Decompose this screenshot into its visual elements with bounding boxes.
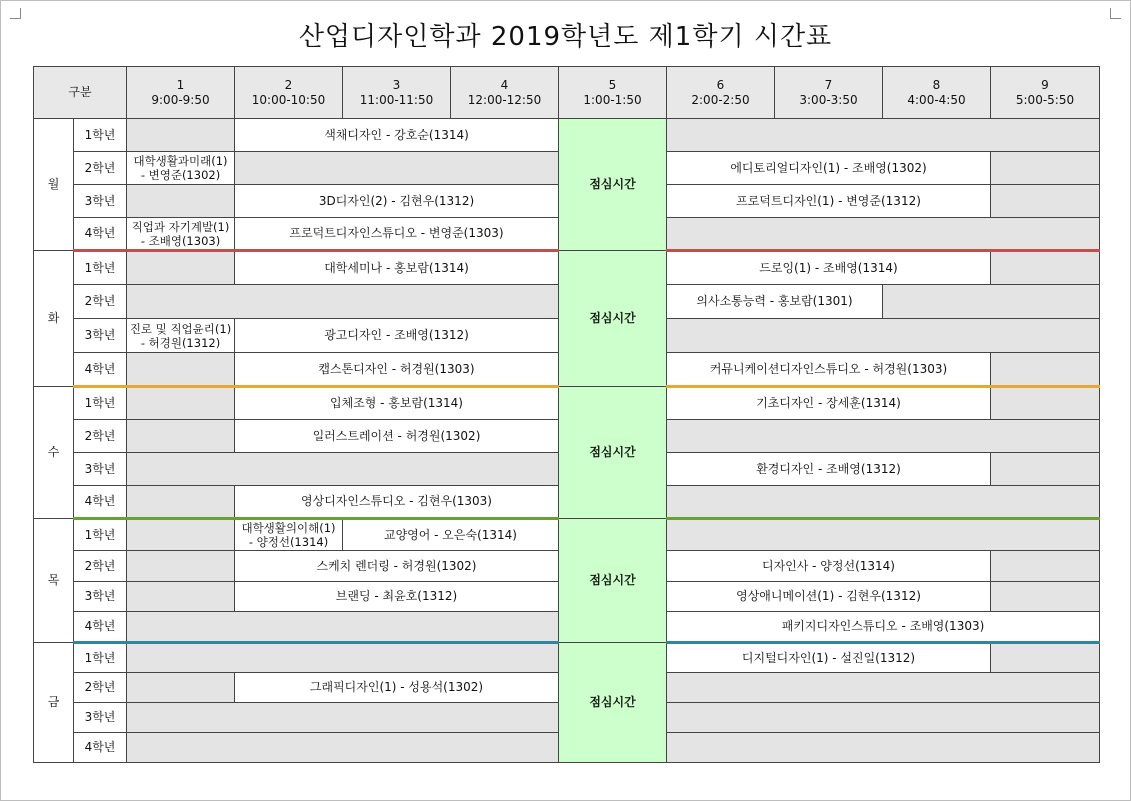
- empty-cell: [991, 582, 1100, 612]
- grade-label: 1학년: [74, 519, 127, 551]
- class-cell: 입체조형 - 홍보람(1314): [235, 387, 559, 420]
- class-cell: 일러스트레이션 - 허경원(1302): [235, 420, 559, 453]
- grade-label: 4학년: [74, 733, 127, 763]
- empty-cell: [127, 453, 559, 486]
- class-cell: 영상디자인스튜디오 - 김현우(1303): [235, 486, 559, 519]
- table-row: [34, 519, 1100, 551]
- class-cell: 색채디자인 - 강호순(1314): [235, 119, 559, 152]
- grade-label: 1학년: [74, 387, 127, 420]
- class-cell-line: 대학생활과미래(1) - 변영준(1302): [133, 154, 228, 182]
- header-period-9: 9 5:00-5:50: [991, 67, 1100, 119]
- class-cell-line: 직업과 자기계발(1) - 조배영(1303): [131, 219, 230, 248]
- grade-label: 3학년: [74, 319, 127, 353]
- class-cell: 의사소통능력 - 홍보람(1301): [667, 285, 883, 319]
- timetable: [33, 66, 1100, 763]
- empty-cell: [667, 673, 1100, 703]
- grade-label: 2학년: [74, 285, 127, 319]
- empty-cell: [127, 185, 235, 218]
- table-row: [34, 119, 1100, 152]
- empty-cell: [127, 612, 559, 643]
- lunch-cell-mon: 점심시간: [559, 119, 667, 251]
- empty-cell: [127, 486, 235, 519]
- class-cell: 교양영어 - 오은숙(1314): [343, 519, 559, 551]
- empty-cell: [127, 643, 559, 673]
- empty-cell: [991, 152, 1100, 185]
- grade-label: 3학년: [74, 185, 127, 218]
- class-cell: 광고디자인 - 조배영(1312): [235, 319, 559, 353]
- header-row: [34, 67, 1100, 119]
- day-label-thu: 목: [34, 519, 74, 643]
- grade-label: 4학년: [74, 218, 127, 251]
- class-cell-multiline: [127, 319, 235, 353]
- empty-cell: [667, 319, 1100, 353]
- lunch-cell-fri: 점심시간: [559, 643, 667, 763]
- day-label-fri: 금: [34, 643, 74, 763]
- table-row: [34, 387, 1100, 420]
- class-cell: 패키지디자인스튜디오 - 조배영(1303): [667, 612, 1100, 643]
- empty-cell: [127, 387, 235, 420]
- empty-cell: [127, 519, 235, 551]
- lunch-cell-thu: 점심시간: [559, 519, 667, 643]
- class-cell: 환경디자인 - 조배영(1312): [667, 453, 991, 486]
- class-cell-line: 대학생활의이해(1) - 양정선(1314): [241, 521, 336, 549]
- table-row: [34, 643, 1100, 673]
- page-title: 산업디자인학과 2019학년도 제1학기 시간표: [298, 22, 833, 52]
- class-cell-multiline: [235, 519, 343, 551]
- class-cell: 캡스톤디자인 - 허경원(1303): [235, 353, 559, 387]
- grade-label: 3학년: [74, 703, 127, 733]
- empty-cell: [127, 119, 235, 152]
- class-cell: 영상애니메이션(1) - 김현우(1312): [667, 582, 991, 612]
- empty-cell: [127, 733, 559, 763]
- empty-cell: [991, 643, 1100, 673]
- grade-label: 3학년: [74, 453, 127, 486]
- grade-label: 2학년: [74, 152, 127, 185]
- grade-label: 3학년: [74, 582, 127, 612]
- class-cell-line: 진로 및 직업윤리(1) - 허경원(1312): [129, 321, 232, 350]
- empty-cell: [127, 285, 559, 319]
- table-row: [34, 251, 1100, 285]
- header-period-1: 1 9:00-9:50: [127, 67, 235, 119]
- empty-cell: [991, 251, 1100, 285]
- class-cell-multiline: [127, 218, 235, 251]
- header-period-7: 7 3:00-3:50: [775, 67, 883, 119]
- empty-cell: [127, 353, 235, 387]
- empty-cell: [991, 185, 1100, 218]
- lunch-cell-tue: 점심시간: [559, 251, 667, 387]
- lunch-cell-wed: 점심시간: [559, 387, 667, 519]
- grade-label: 1학년: [74, 251, 127, 285]
- empty-cell: [667, 519, 1100, 551]
- empty-cell: [991, 551, 1100, 582]
- empty-cell: [127, 673, 235, 703]
- class-cell: 드로잉(1) - 조배영(1314): [667, 251, 991, 285]
- empty-cell: [667, 119, 1100, 152]
- grade-label: 2학년: [74, 420, 127, 453]
- class-cell-multiline: [127, 152, 235, 185]
- empty-cell: [883, 285, 1100, 319]
- empty-cell: [667, 420, 1100, 453]
- class-cell: 에디토리얼디자인(1) - 조배영(1302): [667, 152, 991, 185]
- header-period-3: 3 11:00-11:50: [343, 67, 451, 119]
- empty-cell: [667, 486, 1100, 519]
- empty-cell: [667, 733, 1100, 763]
- class-cell: 기초디자인 - 장세훈(1314): [667, 387, 991, 420]
- class-cell: 프로덕트디자인(1) - 변영준(1312): [667, 185, 991, 218]
- grade-label: 1학년: [74, 119, 127, 152]
- header-period-2: 2 10:00-10:50: [235, 67, 343, 119]
- class-cell: 그래픽디자인(1) - 성용석(1302): [235, 673, 559, 703]
- class-cell: 디지털디자인(1) - 설진일(1312): [667, 643, 991, 673]
- empty-cell: [127, 251, 235, 285]
- class-cell: 커뮤니케이션디자인스튜디오 - 허경원(1303): [667, 353, 991, 387]
- header-period-4: 4 12:00-12:50: [451, 67, 559, 119]
- empty-cell: [235, 152, 559, 185]
- grade-label: 4학년: [74, 353, 127, 387]
- header-period-6: 6 2:00-2:50: [667, 67, 775, 119]
- grade-label: 4학년: [74, 612, 127, 643]
- header-period-5: 5 1:00-1:50: [559, 67, 667, 119]
- empty-cell: [667, 703, 1100, 733]
- empty-cell: [127, 582, 235, 612]
- class-cell: 대학세미나 - 홍보람(1314): [235, 251, 559, 285]
- empty-cell: [127, 551, 235, 582]
- empty-cell: [667, 218, 1100, 251]
- class-cell: 디자인사 - 양정선(1314): [667, 551, 991, 582]
- header-period-8: 8 4:00-4:50: [883, 67, 991, 119]
- day-label-wed: 수: [34, 387, 74, 519]
- empty-cell: [127, 420, 235, 453]
- grade-label: 1학년: [74, 643, 127, 673]
- day-label-tue: 화: [34, 251, 74, 387]
- empty-cell: [991, 387, 1100, 420]
- header-category: 구분: [34, 67, 127, 119]
- class-cell: 프로덕트디자인스튜디오 - 변영준(1303): [235, 218, 559, 251]
- class-cell: 스케치 렌더링 - 허경원(1302): [235, 551, 559, 582]
- empty-cell: [991, 353, 1100, 387]
- class-cell: 브랜딩 - 최윤호(1312): [235, 582, 559, 612]
- day-label-mon: 월: [34, 119, 74, 251]
- grade-label: 4학년: [74, 486, 127, 519]
- class-cell: 3D디자인(2) - 김현우(1312): [235, 185, 559, 218]
- grade-label: 2학년: [74, 673, 127, 703]
- grade-label: 2학년: [74, 551, 127, 582]
- empty-cell: [991, 453, 1100, 486]
- empty-cell: [127, 703, 559, 733]
